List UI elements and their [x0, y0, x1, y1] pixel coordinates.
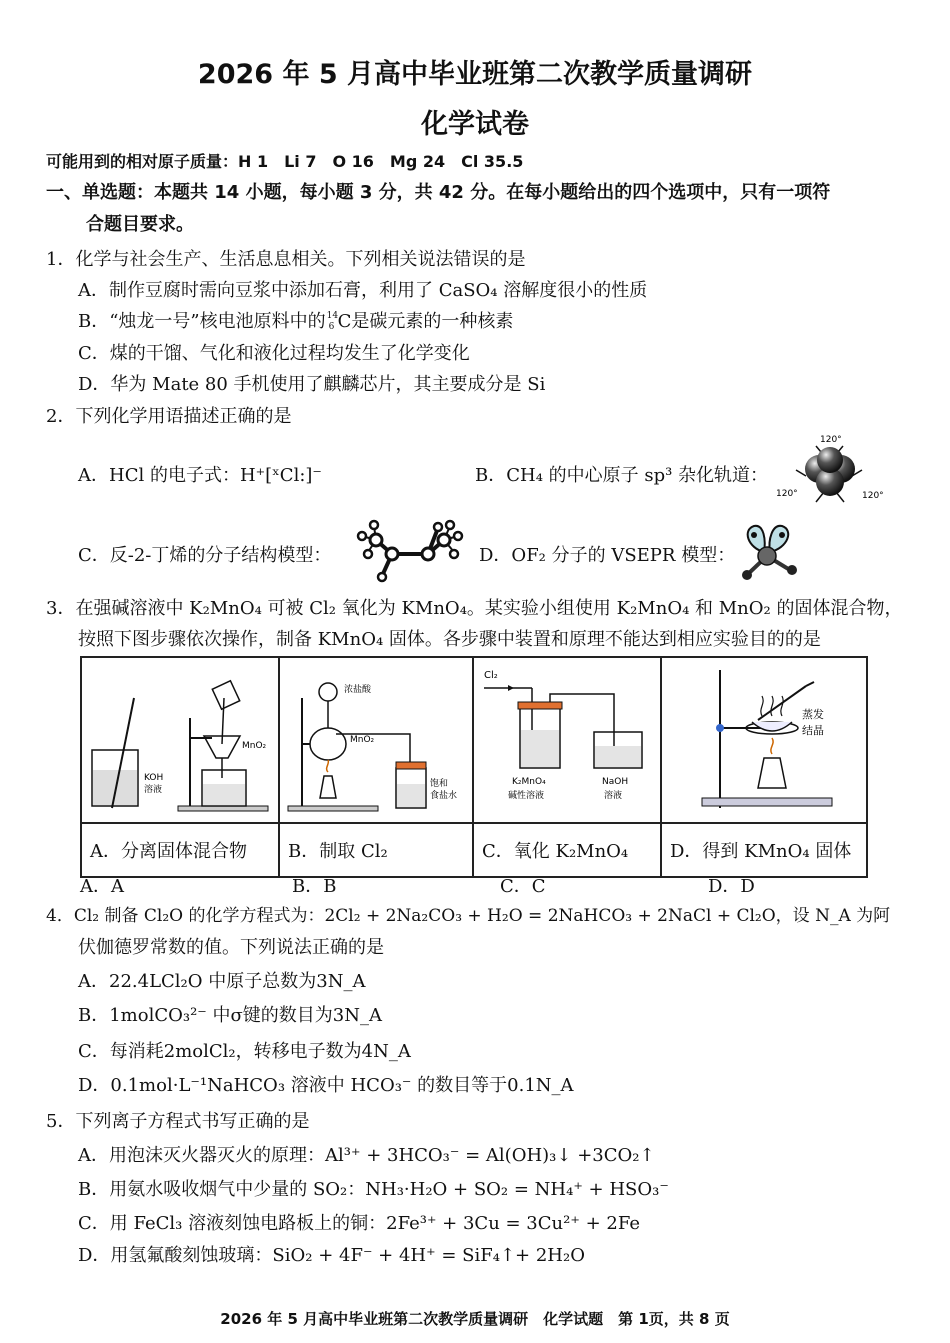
q5-stem: 5．下列离子方程式书写正确的是: [46, 1111, 310, 1132]
panel-d-label-evaporate: 蒸发: [802, 708, 824, 721]
evaporation-apparatus: [662, 658, 866, 818]
sp3-orbital-diagram: [776, 430, 891, 504]
q3-line1: 3．在强碱溶液中 K₂MnO₄ 可被 Cl₂ 氧化为 KMnO₄。某实验小组使用 K₂MnO₄ 和 MnO₂ 的固体混合物，: [46, 598, 903, 619]
q4-option-b: B．1molCO₃²⁻ 中σ键的数目为3N_A: [78, 1005, 383, 1026]
panel-a-label-solution: 溶液: [144, 785, 163, 795]
panel-b-label-hcl: 浓盐酸: [344, 685, 372, 695]
panel-b-label-mno2: MnO₂: [350, 735, 375, 745]
angle-label-left: 120°: [776, 489, 798, 499]
panel-d-image: [661, 657, 867, 823]
panel-a-label-koh: KOH: [144, 773, 164, 783]
isotope-mass: 14: [326, 311, 339, 321]
q2-option-b: B．CH₄ 的中心原子 sp³ 杂化轨道：: [475, 465, 769, 486]
experiment-table: [80, 656, 868, 878]
q1-b-prefix: B．“烛龙一号”核电池原料中的: [78, 311, 326, 332]
of2-vsepr-model: [734, 520, 804, 584]
chlorine-generator-apparatus: [280, 658, 472, 818]
q3-answer-c: C．C: [500, 876, 546, 897]
q2-stem: 2．下列化学用语描述正确的是: [46, 406, 292, 427]
q2-option-d: D．OF₂ 分子的 VSEPR 模型：: [479, 545, 736, 566]
panel-c-label-naoh: NaOH: [602, 777, 629, 787]
q4-line2: 伏伽德罗常数的值。下列说法正确的是: [78, 937, 384, 958]
q5-option-d: D．用氢氟酸刻蚀玻璃：SiO₂ + 4F⁻ + 4H⁺ = SiF₄↑+ 2H₂O: [78, 1245, 585, 1266]
q1-b-suffix: 是碳元素的一种核素: [351, 311, 514, 332]
panel-c-label-k2mno4: K₂MnO₄: [512, 777, 546, 787]
q4-option-a: A．22.4LCl₂O 中原子总数为3N_A: [78, 971, 366, 992]
panel-c-image: [473, 657, 661, 823]
q1-option-c: C．煤的干馏、气化和液化过程均发生了化学变化: [78, 343, 470, 364]
panel-a-caption: A．分离固体混合物: [81, 823, 279, 877]
q1-option-b: [78, 310, 513, 334]
filtration-apparatus: [82, 658, 278, 818]
trans-2-butene-model: [352, 518, 467, 584]
section-heading-line2: 合题目要求。: [86, 214, 194, 235]
panel-c-label-cl2: Cl₂: [484, 670, 498, 681]
q4-option-c: C．每消耗2molCl₂，转移电子数为4N_A: [78, 1041, 411, 1062]
q5-option-b: B．用氨水吸收烟气中少量的 SO₂：NH₃·H₂O + SO₂ = NH₄⁺ + HSO₃⁻: [78, 1179, 669, 1200]
oxidation-apparatus: [474, 658, 660, 818]
section-heading-line1: 一、单选题：本题共 14 小题，每小题 3 分，共 42 分。在每小题给出的四个选项中，只有一项符: [46, 182, 831, 203]
q2-option-a: [78, 464, 322, 488]
q5-option-c: C．用 FeCl₃ 溶液刻蚀电路板上的铜：2Fe³⁺ + 3Cu = 3Cu²⁺ + 2Fe: [78, 1213, 640, 1234]
page-subtitle: 化学试卷: [421, 109, 529, 140]
angle-label-top: 120°: [820, 435, 842, 445]
panel-d-caption: D．得到 KMnO₄ 固体: [661, 823, 867, 877]
isotope-symbol: C: [337, 311, 352, 332]
page-footer: 2026 年 5 月高中毕业班第二次教学质量调研 化学试题 第 1页，共 8 页: [220, 1310, 730, 1328]
q3-answer-b: B．B: [292, 876, 337, 897]
q3-line2: 按照下图步骤依次操作，制备 KMnO₄ 固体。各步骤中装置和原理不能达到相应实验目的的是: [78, 629, 821, 650]
q1-option-a: A．制作豆腐时需向豆浆中添加石膏，利用了 CaSO₄ 溶解度很小的性质: [78, 280, 648, 301]
atomic-mass-line: 可能用到的相对原子质量：H 1 Li 7 O 16 Mg 24 Cl 35.5: [46, 152, 524, 171]
isotope-z: 6: [328, 322, 335, 332]
angle-label-right: 120°: [862, 491, 884, 501]
panel-b-caption: B．制取 Cl₂: [279, 823, 473, 877]
panel-a-label-mno2: MnO₂: [242, 741, 267, 751]
panel-c-label-basic-solution: 碱性溶液: [508, 791, 545, 801]
q4-option-d: D．0.1mol·L⁻¹NaHCO₃ 溶液中 HCO₃⁻ 的数目等于0.1N_A: [78, 1075, 574, 1096]
panel-a-image: [81, 657, 279, 823]
panel-b-label-saturated: 饱和: [430, 779, 449, 789]
panel-c-label-solution: 溶液: [604, 791, 623, 801]
isotope-notation: [326, 312, 338, 332]
hcl-electron-formula: H⁺[ˣCl:]⁻: [239, 465, 322, 486]
panel-d-label-crystallize: 结晶: [802, 724, 824, 737]
panel-b-label-brine: 食盐水: [430, 791, 458, 801]
page-title: 2026 年 5 月高中毕业班第二次教学质量调研: [197, 59, 753, 90]
q5-option-a: A．用泡沫灭火器灭火的原理：Al³⁺ + 3HCO₃⁻ = Al(OH)₃↓ +3CO₂↑: [78, 1145, 655, 1166]
q1-stem: 1．化学与社会生产、生活息息相关。下列相关说法错误的是: [46, 249, 526, 270]
q3-answer-a: A．A: [80, 876, 124, 897]
q2-a-label: A．HCl 的电子式：: [78, 465, 240, 486]
q3-answer-d: D．D: [708, 876, 755, 897]
q4-line1: 4．Cl₂ 制备 Cl₂O 的化学方程式为：2Cl₂ + 2Na₂CO₃ + H₂O = 2NaHCO₃ + 2NaCl + Cl₂O，设 N_A 为阿: [46, 906, 891, 926]
q1-option-d: D．华为 Mate 80 手机使用了麒麟芯片，其主要成分是 Si: [78, 374, 546, 395]
panel-b-image: [279, 657, 473, 823]
panel-c-caption: C．氧化 K₂MnO₄: [473, 823, 661, 877]
q2-option-c: C．反-2-丁烯的分子结构模型：: [78, 545, 332, 566]
